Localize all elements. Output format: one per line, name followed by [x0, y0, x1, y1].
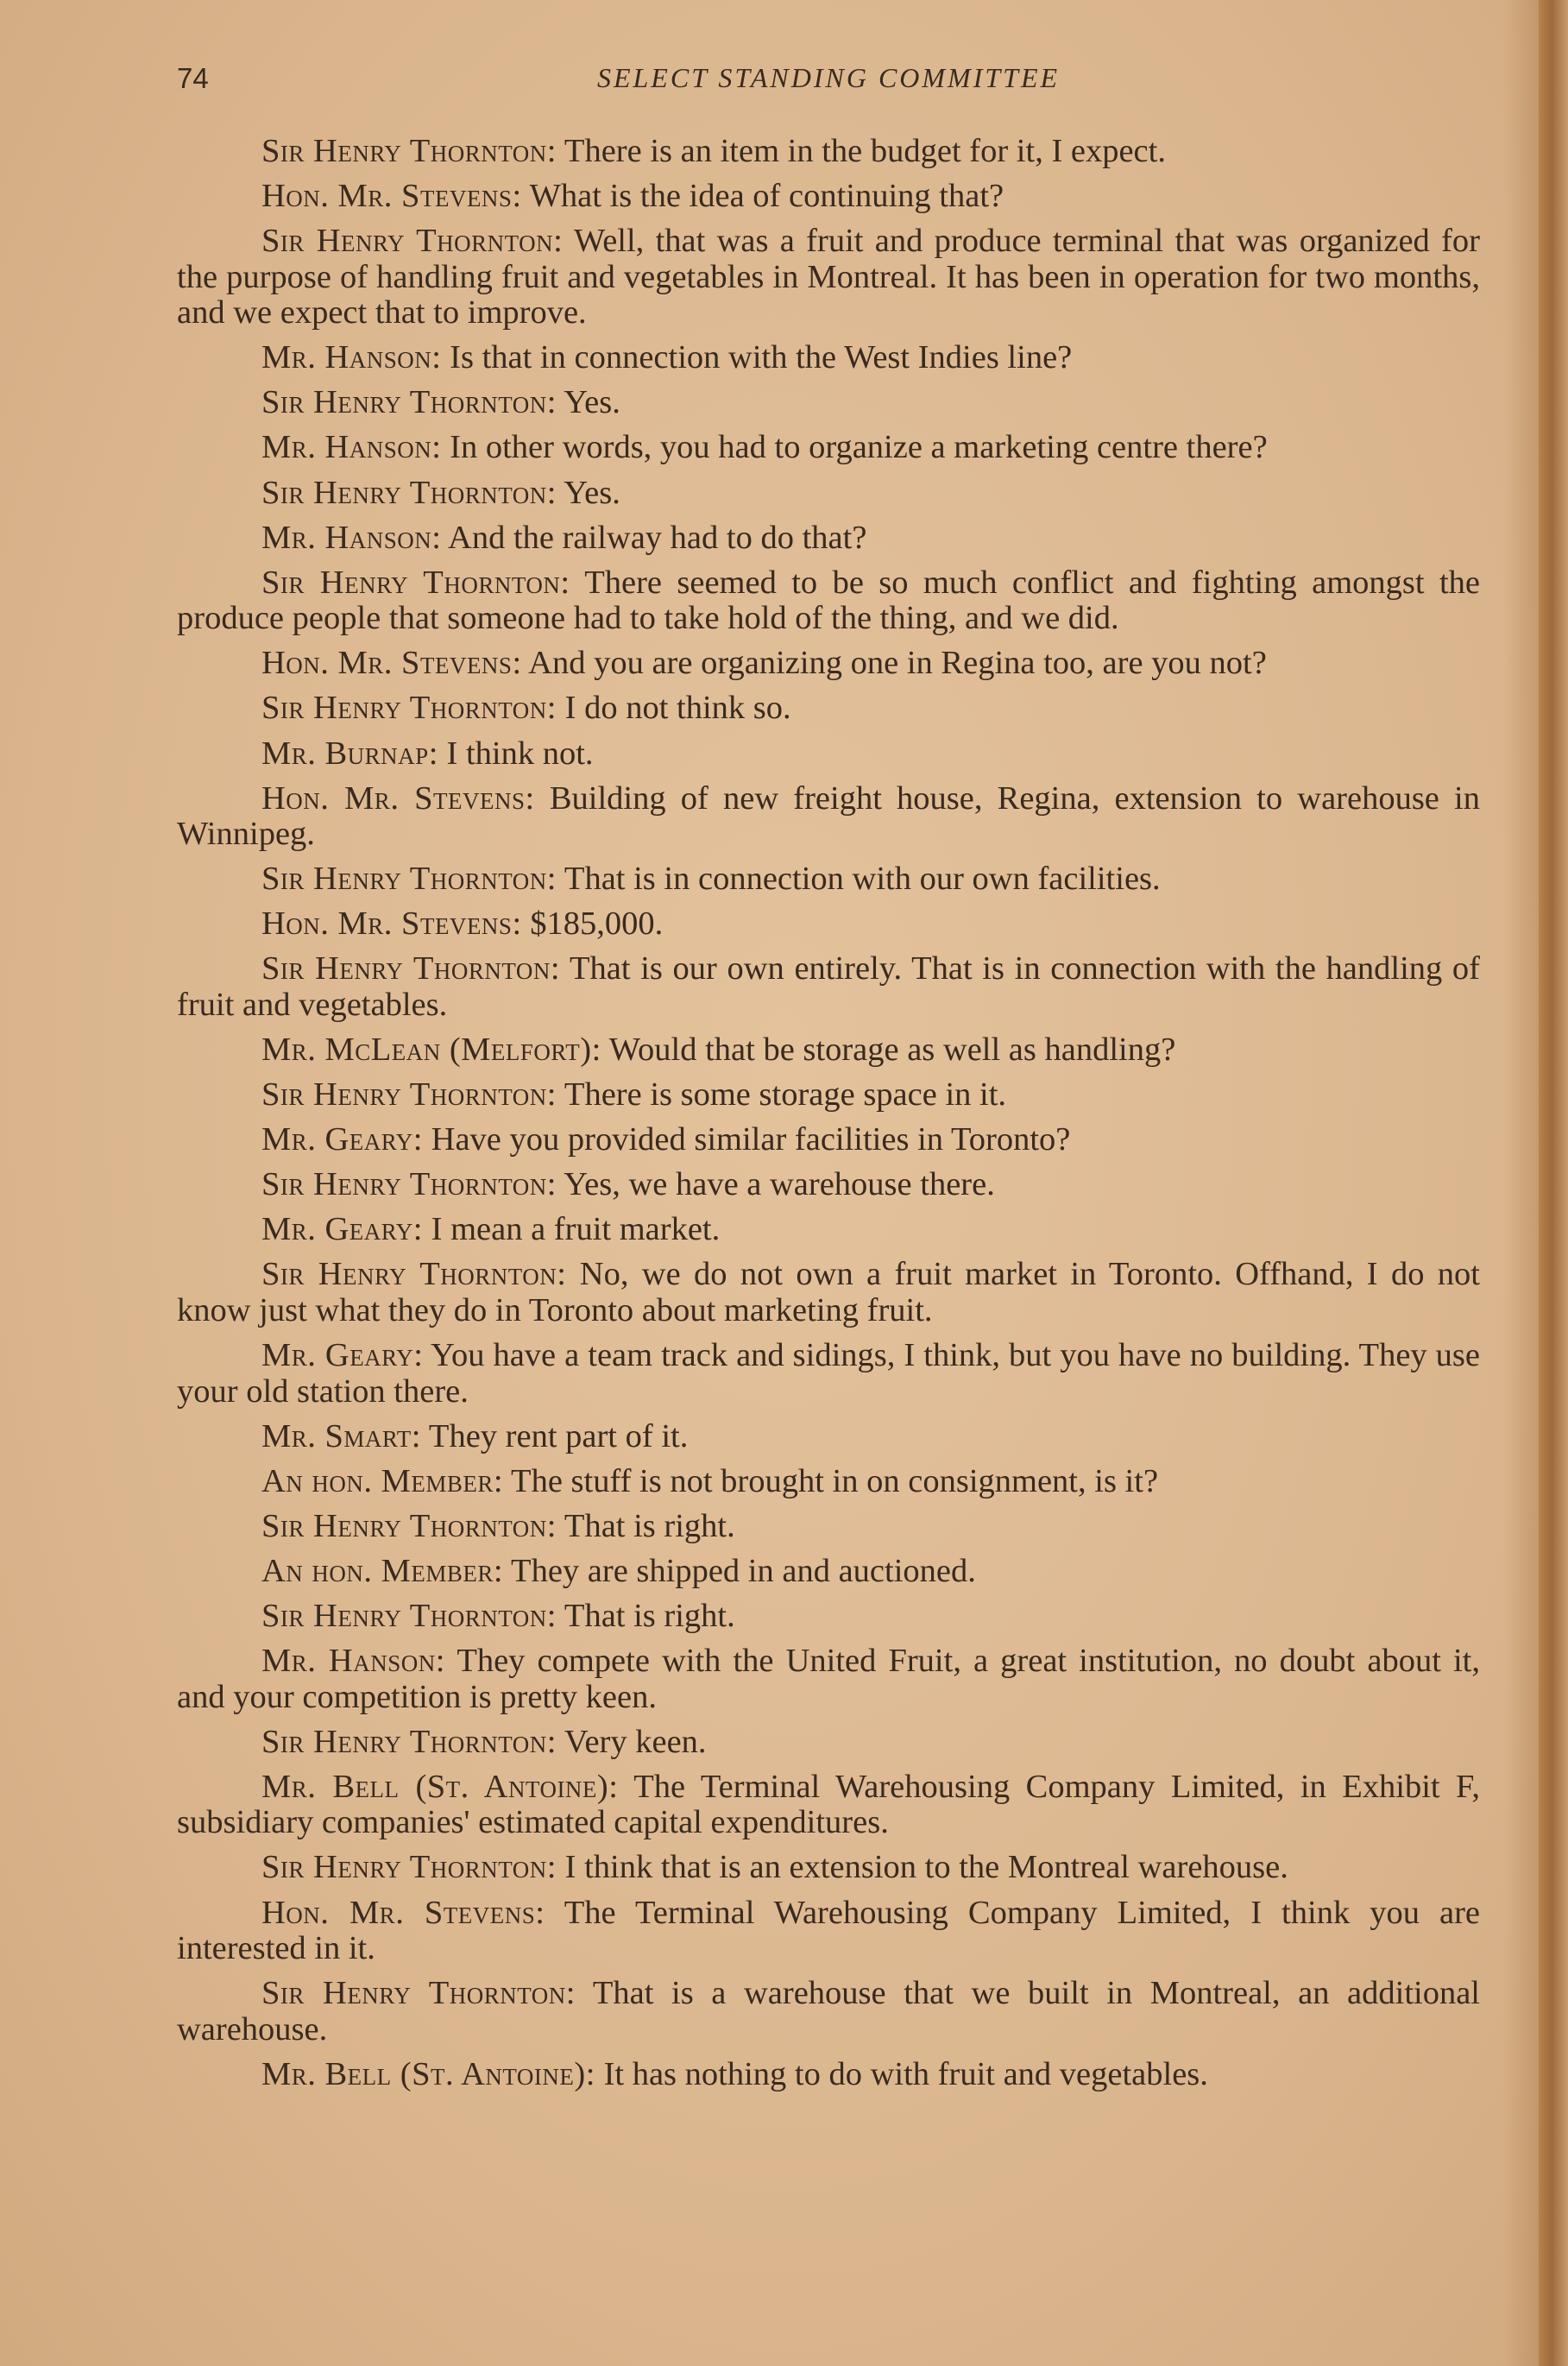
speaker-name: Mr. Bell (St. Antoine):	[261, 2055, 595, 2092]
transcript-paragraph	[177, 1554, 1480, 1590]
transcript-paragraph	[177, 521, 1480, 557]
transcript-paragraph	[177, 1212, 1480, 1248]
transcript-paragraph	[177, 224, 1480, 331]
speaker-name: Hon. Mr. Stevens:	[261, 178, 522, 215]
transcript-paragraph	[177, 1167, 1480, 1203]
speech-text: They are shipped in and auctioned.	[503, 1552, 976, 1589]
speaker-name: Mr. Hanson:	[261, 429, 442, 466]
transcript-paragraph	[177, 1338, 1480, 1410]
transcript-paragraph	[177, 691, 1480, 727]
speech-text: Have you provided similar facilities in Toronto?	[423, 1121, 1071, 1158]
speaker-name: Mr. Hanson:	[261, 339, 442, 376]
page-edge	[1539, 0, 1568, 2366]
transcript-paragraph	[177, 1464, 1480, 1500]
speaker-name: Sir Henry Thornton:	[261, 133, 557, 169]
speech-text: That is our own entirely. That is in connection with the handling of fruit and vegetables.	[177, 950, 1481, 1023]
speaker-name: Sir Henry Thornton:	[261, 861, 557, 898]
speech-text: Very keen.	[557, 1723, 707, 1760]
speech-text: That is right.	[557, 1598, 735, 1635]
speaker-name: Sir Henry Thornton:	[261, 1166, 557, 1203]
transcript-paragraph	[177, 430, 1480, 466]
speaker-name: Sir Henry Thornton:	[261, 690, 557, 727]
speech-text: Yes.	[557, 474, 620, 511]
transcript-paragraph	[177, 1850, 1480, 1886]
transcript-paragraph	[177, 1976, 1480, 2047]
speaker-name: Sir Henry Thornton:	[261, 564, 570, 601]
speaker-name: Mr. Smart:	[261, 1417, 421, 1454]
speech-text: And the railway had to do that?	[441, 519, 867, 556]
page-number: 74	[177, 62, 209, 94]
transcript-paragraph	[177, 1725, 1480, 1761]
speech-text: In other words, you had to organize a marketing centre there?	[441, 429, 1268, 466]
speaker-name: Hon. Mr. Stevens:	[261, 779, 535, 817]
running-title: SELECT STANDING COMMITTEE	[596, 62, 1061, 93]
speech-text: Well, that was a fruit and produce terminal that was organized for the purpose of handling fruit and vegetables in Montreal. It has been in operation for two months, and we expect that to improve.	[177, 223, 1480, 331]
transcript-paragraph	[177, 340, 1480, 376]
transcript-paragraph	[177, 736, 1480, 773]
speech-text: Would that be storage as well as handling?	[601, 1032, 1176, 1068]
speech-text: What is the idea of continuing that?	[521, 178, 1004, 215]
transcript-paragraph	[177, 906, 1480, 943]
transcript-body	[177, 134, 1480, 2102]
speech-text: Yes.	[557, 384, 620, 421]
speaker-name: Sir Henry Thornton:	[261, 1975, 576, 2012]
transcript-paragraph	[177, 134, 1480, 170]
speech-text: That is a warehouse that we built in Montreal, an additional warehouse.	[177, 1975, 1481, 2047]
speech-text: There is an item in the budget for it, I expect.	[557, 133, 1166, 169]
speaker-name: An hon. Member:	[261, 1552, 504, 1589]
speech-text: They rent part of it.	[421, 1417, 689, 1454]
speaker-name: Sir Henry Thornton:	[261, 1723, 557, 1760]
speech-text: That is right.	[557, 1507, 735, 1544]
speaker-name: Mr. Geary:	[261, 1211, 424, 1248]
speech-text: And you are organizing one in Regina too, are you not?	[521, 645, 1267, 682]
speech-text: I mean a fruit market.	[423, 1211, 721, 1248]
speech-text: You have a team track and sidings, I think, but you have no building. They use your old station there.	[177, 1337, 1480, 1410]
speech-text: I do not think so.	[557, 690, 791, 727]
speech-text: They compete with the United Fruit, a great institution, no doubt about it, and your competition is pretty keen.	[177, 1643, 1480, 1715]
transcript-paragraph	[177, 1896, 1480, 1967]
speech-text: I think that is an extension to the Montreal warehouse.	[557, 1849, 1288, 1886]
speaker-name: An hon. Member:	[261, 1462, 504, 1499]
transcript-paragraph	[177, 861, 1480, 898]
speech-text: Yes, we have a warehouse there.	[557, 1166, 995, 1203]
transcript-paragraph	[177, 781, 1480, 853]
transcript-paragraph	[177, 951, 1480, 1023]
speaker-name: Mr. McLean (Melfort):	[261, 1032, 601, 1068]
speaker-name: Sir Henry Thornton:	[261, 1256, 567, 1293]
transcript-paragraph	[177, 385, 1480, 421]
speaker-name: Sir Henry Thornton:	[261, 1076, 557, 1114]
transcript-paragraph	[177, 1599, 1480, 1635]
transcript-paragraph	[177, 476, 1480, 512]
speaker-name: Sir Henry Thornton:	[261, 1507, 557, 1544]
transcript-paragraph	[177, 1419, 1480, 1455]
speaker-name: Hon. Mr. Stevens:	[261, 905, 522, 943]
speaker-name: Sir Henry Thornton:	[261, 474, 557, 511]
speaker-name: Hon. Mr. Stevens:	[261, 645, 522, 682]
transcript-paragraph	[177, 646, 1480, 682]
speaker-name: Sir Henry Thornton:	[261, 384, 557, 421]
transcript-paragraph	[177, 1644, 1480, 1715]
speaker-name: Mr. Hanson:	[261, 1643, 445, 1680]
page-header	[177, 62, 1480, 105]
speech-text: $185,000.	[521, 905, 664, 943]
speech-text: There seemed to be so much conflict and fighting amongst the produce people that someone had to take hold of the thing, and we did.	[177, 564, 1481, 637]
speech-text: I think not.	[438, 735, 594, 772]
speech-text: There is some storage space in it.	[557, 1076, 1007, 1114]
speech-text: The Terminal Warehousing Company Limited, I think you are interested in it.	[177, 1894, 1480, 1966]
transcript-paragraph	[177, 1509, 1480, 1545]
transcript-paragraph	[177, 1257, 1480, 1328]
speech-text: That is in connection with our own facilities.	[557, 861, 1161, 898]
speech-text: Building of new freight house, Regina, extension to warehouse in Winnipeg.	[177, 779, 1480, 853]
transcript-paragraph	[177, 565, 1480, 637]
speech-text: It has nothing to do with fruit and vegetables.	[595, 2055, 1208, 2092]
speaker-name: Hon. Mr. Stevens:	[261, 1894, 545, 1931]
transcript-paragraph	[177, 1770, 1480, 1841]
speech-text: No, we do not own a fruit market in Toronto. Offhand, I do not know just what they do in Toronto about marketing fruit.	[177, 1256, 1480, 1328]
speech-text: The stuff is not brought in on consignment, is it?	[503, 1462, 1159, 1499]
speaker-name: Sir Henry Thornton:	[261, 1598, 557, 1635]
speech-text: The Terminal Warehousing Company Limited, in Exhibit F, subsidiary companies' estimated capital expenditures.	[177, 1768, 1481, 1841]
speech-text: Is that in connection with the West Indies line?	[441, 339, 1073, 376]
transcript-paragraph	[177, 1032, 1480, 1069]
speaker-name: Sir Henry Thornton:	[261, 950, 561, 987]
transcript-paragraph	[177, 179, 1480, 215]
speaker-name: Mr. Geary:	[261, 1121, 424, 1158]
transcript-paragraph	[177, 1122, 1480, 1158]
page-edge-shadow	[1504, 0, 1539, 2366]
speaker-name: Mr. Geary:	[261, 1337, 424, 1374]
transcript-paragraph	[177, 2057, 1480, 2093]
speaker-name: Sir Henry Thornton:	[261, 1849, 557, 1886]
speaker-name: Mr. Burnap:	[261, 735, 438, 772]
transcript-paragraph	[177, 1077, 1480, 1114]
speaker-name: Mr. Bell (St. Antoine):	[261, 1768, 619, 1805]
speaker-name: Sir Henry Thornton:	[261, 223, 564, 260]
speaker-name: Mr. Hanson:	[261, 519, 442, 556]
